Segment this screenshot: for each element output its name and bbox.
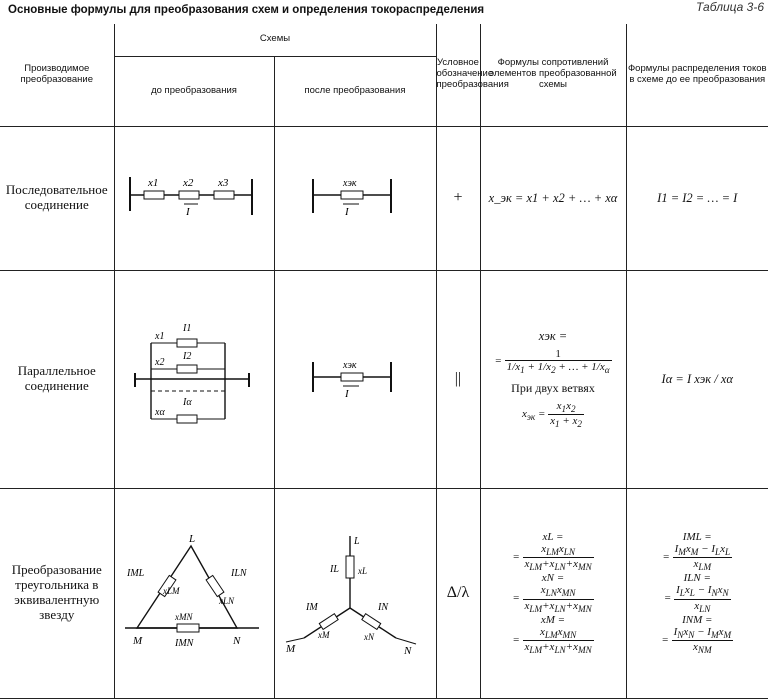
label-xek-par: xэк xyxy=(343,359,357,371)
label-L-star: L xyxy=(354,535,360,547)
label-xLN: xLN xyxy=(219,595,235,606)
label-IM: IM xyxy=(306,601,318,613)
page-title: Основные формулы для преобразования схем и определения токораспределения xyxy=(8,4,485,16)
header-after: после преобразования xyxy=(274,56,436,126)
label-IMN: IMN xyxy=(175,637,194,649)
label-x3: x3 xyxy=(218,176,229,189)
label-M-star: M xyxy=(286,642,296,655)
table-number: Таблица 3-6 xyxy=(695,0,764,14)
row-label-parallel: Параллельное соединение xyxy=(0,270,114,488)
label-x1-par: x1 xyxy=(155,330,165,342)
diagram-star-after xyxy=(274,488,436,698)
label-M: M xyxy=(133,634,143,647)
header-resistance: Формулы сопротивлений элементов преобразованной схемы xyxy=(480,24,626,126)
label-xa: xα xyxy=(155,406,165,418)
current-delta-star: IML = = $I_Mx_M - I_Lx_L$ $x_{LM}$ ILN = = $I_Lx_L - I_Nx_N$ $x_{LN}$ INM = = $I_Nx_N - I_Mx_M$ $x_{NM}$ xyxy=(626,488,768,698)
resist-delta-star: xL = = $x_{LM}x_{LN}$ $x_{LM}+x_{LN}+x_{MN}$ xN = = $x_{LN}x_{MN}$ $x_{LM}+x_{LN}+x_{MN}$ xM = = $x_{LM}x_{MN}$ $x_{LM}+x_{LN}+x_{MN}$ xyxy=(480,488,626,698)
label-Ia: Iα xyxy=(183,396,192,408)
diagram-delta-before xyxy=(114,488,274,698)
header-before: до преобразования xyxy=(114,56,274,126)
label-x2: x2 xyxy=(183,176,194,189)
label-I: I xyxy=(186,205,190,218)
label-I2: I2 xyxy=(183,350,192,362)
label-N: N xyxy=(233,634,241,647)
symbol-series: + xyxy=(436,126,480,270)
table-row xyxy=(0,270,768,488)
label-L: L xyxy=(189,532,196,545)
label-x1: x1 xyxy=(148,176,159,189)
label-x2-par: x2 xyxy=(155,356,165,368)
label-xLM: xLM xyxy=(163,585,180,596)
table-row xyxy=(0,488,768,698)
label-IML: IML xyxy=(127,567,145,579)
header-current: Формулы распределения токов в схеме до ее преобразования xyxy=(626,24,768,126)
row-label-delta-star: Преобразование треугольника в эквивалентную звезду xyxy=(0,488,114,698)
resist-series: x_эк = x1 + x2 + … + xα xyxy=(480,126,626,270)
label-I1: I1 xyxy=(183,322,192,334)
label-xN: xN xyxy=(364,631,374,642)
formula-table xyxy=(0,24,768,699)
diagram-parallel-before xyxy=(114,270,274,488)
label-I-par: I xyxy=(345,387,349,400)
header-symbol: Условное обозначение преобразования xyxy=(436,24,480,126)
symbol-delta-star: Δ/λ xyxy=(436,488,480,698)
label-IL: IL xyxy=(330,563,339,575)
current-parallel: Iα = I xэк / xα xyxy=(626,270,768,488)
resist-parallel: xэк = = $\frac{1}{1/x_1 + 1/x_2 + \dots + 1/x_\alpha}$ При двух ветвях $x_{эк}$ = $\frac{x_1x_2}{x_1 + x_2}$ xyxy=(480,270,626,488)
label-xM: xM xyxy=(318,629,330,640)
label-N-star: N xyxy=(404,644,412,656)
label-xek: xэк xyxy=(343,177,357,189)
label-xMN: xMN xyxy=(175,611,193,622)
diagram-series-after xyxy=(274,126,436,270)
label-I-after: I xyxy=(345,205,349,218)
current-series: I1 = I2 = … = I xyxy=(626,126,768,270)
header-transformation: Производимое преобразование xyxy=(0,24,114,126)
label-ILN: ILN xyxy=(231,567,247,579)
label-IN: IN xyxy=(378,601,388,613)
row-label-series: Последовательное соединение xyxy=(0,126,114,270)
label-xL: xL xyxy=(358,565,367,576)
diagram-parallel-after xyxy=(274,270,436,488)
table-row xyxy=(0,126,768,270)
symbol-parallel: || xyxy=(436,270,480,488)
diagram-series-before xyxy=(114,126,274,270)
header-schemes: Схемы xyxy=(114,24,436,56)
